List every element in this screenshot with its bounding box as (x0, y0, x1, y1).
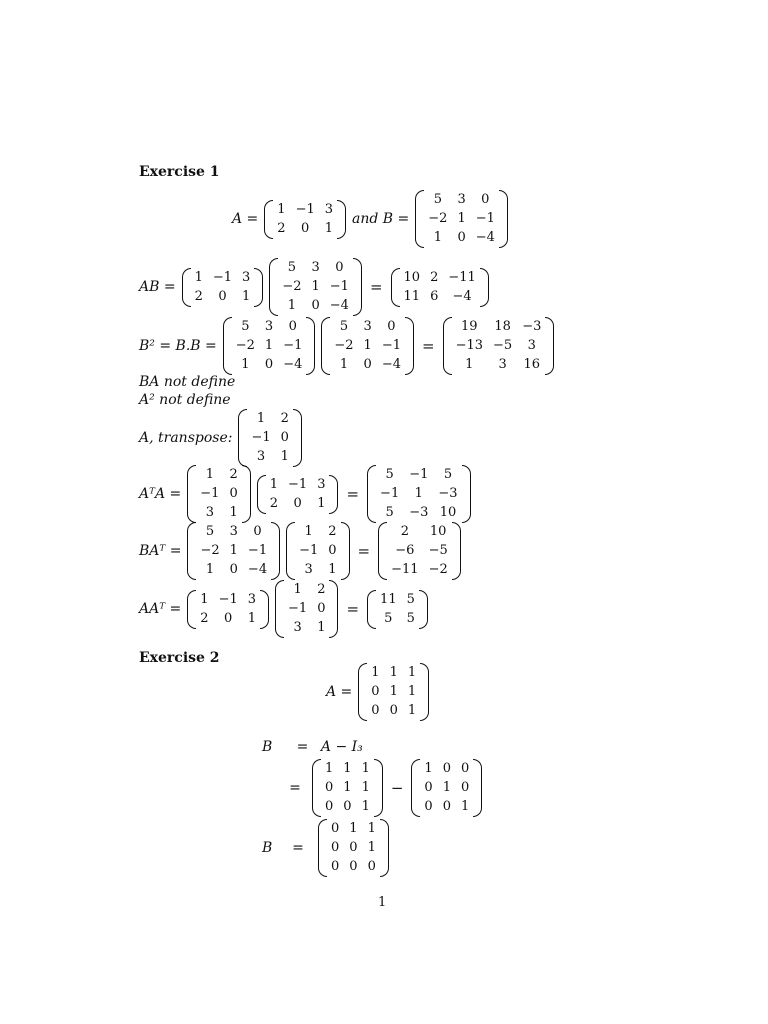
matrix-cell: 2 (430, 269, 439, 285)
matrix-cell: 0 (371, 703, 380, 718)
matrix-cell: 1 (371, 665, 380, 680)
matrix-cell: 1 (407, 684, 417, 699)
matrix (358, 663, 429, 721)
matrix-cell: 16 (523, 357, 541, 372)
matrix-cell: 1 (361, 761, 370, 776)
matrix-cell: −3 (438, 486, 458, 501)
matrix-cell: 1 (343, 780, 352, 795)
matrix-cell: 5 (433, 192, 442, 207)
matrix (411, 759, 482, 817)
matrix-cell: 0 (229, 562, 238, 577)
matrix-cell: 1 (269, 476, 279, 492)
matrix-cell: 1 (242, 288, 251, 304)
matrix-cell: −11 (448, 269, 476, 285)
matrix-cell: 2 (400, 524, 409, 539)
matrix-cell: 1 (229, 505, 238, 520)
ex2-line-2 (284, 759, 482, 817)
matrix-grid (232, 317, 307, 375)
exercise-1-heading: Exercise 1 (139, 164, 220, 180)
matrix (378, 522, 461, 580)
matrix-cell: 0 (325, 780, 334, 795)
matrix-cell: −4 (381, 357, 401, 372)
matrix-cell: 5 (385, 505, 394, 520)
page-number: 1 (378, 895, 387, 910)
matrix-cell: 1 (241, 357, 250, 372)
ex2-line-1 (262, 739, 363, 755)
matrix-cell: 5 (241, 319, 250, 334)
matrix (321, 317, 414, 375)
matrix (312, 759, 383, 817)
ab-product-line (139, 258, 489, 316)
matrix-cell: 1 (361, 799, 370, 814)
left-paren (358, 663, 367, 721)
equals-sign: = (346, 600, 360, 618)
matrix (264, 200, 346, 239)
a2-note: A² not define (139, 392, 231, 408)
ex2-line-3 (262, 819, 389, 877)
matrix-cell: 0 (335, 260, 344, 275)
left-paren (443, 317, 452, 375)
matrix-cell: −5 (493, 338, 513, 353)
matrix-cell: 0 (218, 288, 227, 304)
left-paren (411, 759, 420, 817)
matrix-cell: 2 (200, 610, 209, 626)
left-paren (321, 317, 330, 375)
matrix-grid (376, 465, 462, 523)
matrix (187, 465, 250, 523)
matrix-cell: −2 (235, 338, 255, 353)
matrix-cell: 0 (389, 703, 398, 718)
matrix-cell: 0 (331, 821, 340, 836)
matrix-grid (367, 663, 420, 721)
lhs-b: B (262, 739, 273, 755)
matrix-cell: 0 (424, 799, 433, 814)
left-paren (257, 475, 266, 514)
matrix-cell: 1 (247, 610, 257, 626)
matrix-cell: 0 (460, 780, 470, 795)
matrix-cell: 0 (457, 230, 466, 245)
matrix-cell: 3 (317, 476, 326, 492)
ex2-definition (326, 663, 429, 721)
minus-sign: − (390, 779, 404, 797)
matrix-cell: −2 (200, 543, 220, 558)
ata-line (139, 465, 471, 523)
label-aat: AAᵀ = (139, 601, 182, 617)
left-paren (238, 409, 247, 467)
right-paren (374, 759, 383, 817)
label-and-b: and B = (352, 211, 410, 227)
ba-note: BA not define (139, 374, 236, 390)
matrix-cell: −4 (283, 357, 303, 372)
matrix-grid (452, 317, 546, 375)
matrix-grid (273, 200, 337, 239)
matrix (367, 465, 471, 523)
matrix-cell: 0 (349, 859, 358, 874)
matrix-cell: 1 (414, 486, 423, 501)
right-paren (329, 580, 338, 638)
matrix-grid (266, 475, 330, 514)
matrix-cell: 1 (363, 338, 372, 353)
matrix-cell: 1 (407, 703, 417, 718)
matrix-cell: −1 (283, 338, 303, 353)
matrix-cell: 1 (311, 279, 320, 294)
matrix (318, 819, 389, 877)
label-transpose: A, transpose: (139, 430, 233, 446)
matrix-cell: 0 (442, 799, 451, 814)
matrix-cell: 0 (301, 220, 310, 236)
matrix (286, 522, 349, 580)
matrix-cell: 1 (349, 821, 358, 836)
right-paren (545, 317, 554, 375)
matrix-cell: 0 (371, 684, 380, 699)
matrix-cell: 2 (194, 288, 203, 304)
right-paren (254, 268, 263, 307)
matrix-cell: 0 (442, 761, 451, 776)
matrix-cell: −3 (409, 505, 429, 520)
matrix-grid (196, 465, 241, 523)
matrix-grid (196, 590, 260, 629)
label-bat: BAᵀ = (139, 543, 182, 559)
matrix-grid (191, 268, 255, 307)
matrix-cell: 1 (325, 761, 334, 776)
right-paren (341, 522, 350, 580)
matrix-cell: 3 (457, 192, 466, 207)
right-paren (473, 759, 482, 817)
matrix-cell: 0 (288, 319, 297, 334)
matrix-cell: −1 (295, 201, 315, 217)
matrix-cell: −4 (452, 288, 472, 304)
matrix-cell: 5 (385, 467, 394, 482)
matrix-cell: 3 (527, 338, 536, 353)
matrix-cell: 3 (324, 201, 334, 217)
left-paren (367, 590, 376, 629)
matrix-cell: −1 (247, 543, 268, 558)
left-paren (223, 317, 232, 375)
matrix-cell: 1 (328, 562, 337, 577)
matrix (238, 409, 301, 467)
matrix-cell: −1 (288, 601, 308, 616)
matrix-cell: 3 (256, 449, 266, 464)
matrix (391, 268, 489, 307)
right-paren (499, 190, 508, 248)
left-paren (182, 268, 191, 307)
right-paren (337, 200, 346, 239)
matrix-cell: 2 (229, 467, 238, 482)
matrix-cell: 19 (461, 319, 478, 334)
matrix-cell: −1 (475, 211, 495, 226)
matrix-grid (295, 522, 340, 580)
matrix-cell: 1 (277, 201, 286, 217)
matrix-cell: −11 (391, 562, 419, 577)
label-a-ex2: A = (326, 684, 353, 700)
matrix (275, 580, 338, 638)
matrix-cell: 1 (287, 298, 297, 313)
matrix-cell: 1 (389, 665, 398, 680)
matrix-cell: 3 (498, 357, 507, 372)
matrix-cell: −1 (380, 486, 400, 501)
matrix-cell: −2 (282, 279, 302, 294)
matrix-grid (330, 317, 405, 375)
matrix-grid (376, 590, 419, 629)
left-paren (275, 580, 284, 638)
right-paren (405, 317, 414, 375)
matrix-cell: 1 (205, 562, 215, 577)
matrix-cell: 1 (304, 524, 313, 539)
matrix (367, 590, 428, 629)
matrix-cell: −13 (455, 338, 484, 353)
matrix-cell: 3 (363, 319, 372, 334)
right-paren (380, 819, 389, 877)
matrix-cell: 1 (205, 467, 214, 482)
matrix-cell: 1 (317, 495, 326, 511)
left-paren (318, 819, 327, 877)
left-paren (378, 522, 387, 580)
matrix-cell: 0 (229, 486, 238, 501)
right-paren (452, 522, 461, 580)
lhs-b: B (262, 840, 273, 856)
matrix-cell: −1 (381, 338, 401, 353)
matrix-cell: −4 (247, 562, 268, 577)
left-paren (391, 268, 400, 307)
matrix-cell: −1 (288, 476, 308, 492)
matrix-cell: −1 (329, 279, 349, 294)
matrix-cell: −1 (299, 543, 319, 558)
left-paren (187, 465, 196, 523)
equals-sign: = (289, 780, 301, 796)
matrix-cell: 0 (325, 799, 334, 814)
matrix (415, 190, 508, 248)
matrix-cell: 1 (293, 582, 302, 597)
right-paren (271, 522, 280, 580)
left-paren (415, 190, 424, 248)
matrix-cell: 0 (460, 761, 470, 776)
matrix-cell: 6 (430, 288, 439, 304)
matrix-cell: 5 (339, 319, 349, 334)
matrix-cell: 2 (317, 582, 326, 597)
matrix-cell: −1 (218, 591, 238, 607)
right-paren (293, 409, 302, 467)
rhs-a-minus-i3: A − I₃ (320, 739, 363, 755)
right-paren (306, 317, 315, 375)
matrix-cell: 1 (465, 357, 474, 372)
matrix-cell: 10 (403, 269, 421, 285)
right-paren (260, 590, 269, 629)
matrix-cell: 1 (256, 411, 266, 426)
matrix-grid (387, 522, 452, 580)
matrix-grid (424, 190, 499, 248)
left-paren (264, 200, 273, 239)
matrix-cell: 1 (264, 338, 274, 353)
matrix-cell: 0 (387, 319, 396, 334)
aat-line (139, 580, 428, 638)
matrix-cell: 3 (229, 524, 238, 539)
matrix (223, 317, 316, 375)
matrix-cell: 1 (317, 620, 326, 635)
matrix-cell: 2 (328, 524, 337, 539)
matrix-cell: 5 (205, 524, 215, 539)
matrix-cell: 1 (389, 684, 398, 699)
matrix-grid (400, 268, 480, 307)
equals-sign: = (369, 278, 383, 296)
matrix-cell: 0 (264, 357, 274, 372)
matrix-cell: 18 (494, 319, 511, 334)
matrix-cell: −1 (200, 486, 220, 501)
left-paren (312, 759, 321, 817)
equals-sign: = (292, 840, 304, 856)
matrix-cell: 1 (280, 449, 289, 464)
label-b-squared: B² = B.B = (139, 338, 217, 354)
matrix-cell: 1 (424, 761, 433, 776)
matrix-cell: 1 (229, 543, 238, 558)
matrix-cell: 1 (361, 780, 370, 795)
matrix-cell: 3 (311, 260, 320, 275)
matrix-cell: −3 (522, 319, 542, 334)
matrix-grid (420, 759, 473, 817)
matrix-cell: 11 (380, 591, 397, 607)
matrix-cell: 0 (293, 495, 302, 511)
matrix-cell: −6 (395, 543, 415, 558)
label-ab: AB = (139, 279, 176, 295)
matrix-cell: 10 (439, 505, 457, 520)
matrix-cell: 0 (367, 859, 376, 874)
matrix-cell: 0 (363, 357, 372, 372)
matrix-cell: 0 (317, 601, 326, 616)
matrix-cell: 2 (280, 411, 289, 426)
right-paren (420, 663, 429, 721)
equals-sign: = (422, 337, 435, 355)
matrix-cell: −5 (428, 543, 448, 558)
matrix-cell: −4 (475, 230, 495, 245)
left-paren (187, 590, 196, 629)
matrix-cell: 0 (311, 298, 320, 313)
matrix-grid (247, 409, 292, 467)
matrix-cell: 10 (429, 524, 447, 539)
matrix-grid (327, 819, 380, 877)
matrix-cell: 1 (407, 665, 417, 680)
equals-sign: = (357, 542, 371, 560)
matrix (182, 268, 264, 307)
right-paren (242, 465, 251, 523)
matrix-cell: 0 (331, 859, 340, 874)
matrix-cell: 1 (433, 230, 442, 245)
matrix-cell: 0 (328, 543, 337, 558)
matrix-cell: 1 (367, 840, 376, 855)
right-paren (480, 268, 489, 307)
matrix (257, 475, 339, 514)
left-paren (187, 522, 196, 580)
matrix-cell: 1 (324, 220, 334, 236)
matrix-cell: 0 (343, 799, 352, 814)
matrix-grid (284, 580, 329, 638)
matrix (269, 258, 362, 316)
matrix-cell: 0 (349, 840, 358, 855)
matrix-cell: 2 (269, 495, 279, 511)
matrix (443, 317, 555, 375)
matrix-cell: 0 (224, 610, 233, 626)
matrix-grid (196, 522, 271, 580)
matrix-cell: 2 (277, 220, 286, 236)
matrix-cell: 5 (287, 260, 297, 275)
matrix-cell: 0 (424, 780, 433, 795)
matrix-cell: 3 (264, 319, 274, 334)
matrix-cell: 1 (457, 211, 466, 226)
right-paren (329, 475, 338, 514)
matrix-cell: 1 (442, 780, 451, 795)
matrix-cell: 11 (403, 288, 421, 304)
matrix-cell: 1 (343, 761, 352, 776)
matrix-cell: 5 (384, 610, 393, 626)
equals-sign: = (296, 739, 309, 755)
matrix (187, 522, 280, 580)
matrix-cell: 5 (406, 610, 415, 626)
matrix-cell: −1 (409, 467, 429, 482)
matrix-cell: −2 (428, 562, 448, 577)
matrix-grid (321, 759, 374, 817)
left-paren (367, 465, 376, 523)
matrix-cell: 3 (242, 269, 251, 285)
matrix-cell: 1 (339, 357, 349, 372)
matrix-cell: 1 (194, 269, 203, 285)
matrix-cell: 3 (247, 591, 257, 607)
matrix-cell: 0 (331, 840, 340, 855)
label-ata: AᵀA = (139, 486, 182, 502)
equals-sign: = (346, 485, 360, 503)
exercise-2-heading: Exercise 2 (139, 650, 220, 666)
matrix-cell: −4 (329, 298, 349, 313)
ex1-definition (232, 190, 508, 248)
matrix-cell: −1 (212, 269, 233, 285)
b-squared-line (139, 317, 554, 375)
label-a-def: A = (232, 211, 259, 227)
matrix-cell: 5 (406, 591, 415, 607)
matrix (187, 590, 269, 629)
bat-line (139, 522, 461, 580)
matrix-cell: 1 (200, 591, 209, 607)
matrix-cell: 1 (367, 821, 376, 836)
matrix-cell: 0 (280, 430, 289, 445)
right-paren (462, 465, 471, 523)
matrix-cell: 1 (460, 799, 470, 814)
right-paren (353, 258, 362, 316)
matrix-cell: 0 (481, 192, 490, 207)
matrix-cell: 3 (205, 505, 214, 520)
matrix-cell: −2 (428, 211, 448, 226)
left-paren (269, 258, 278, 316)
matrix-cell: 3 (293, 620, 302, 635)
matrix-cell: 3 (304, 562, 313, 577)
left-paren (286, 522, 295, 580)
matrix-cell: −1 (251, 430, 271, 445)
matrix-cell: 5 (443, 467, 453, 482)
matrix-cell: −2 (334, 338, 354, 353)
matrix-grid (278, 258, 353, 316)
matrix-cell: 0 (253, 524, 262, 539)
transpose-line (139, 409, 302, 467)
right-paren (419, 590, 428, 629)
